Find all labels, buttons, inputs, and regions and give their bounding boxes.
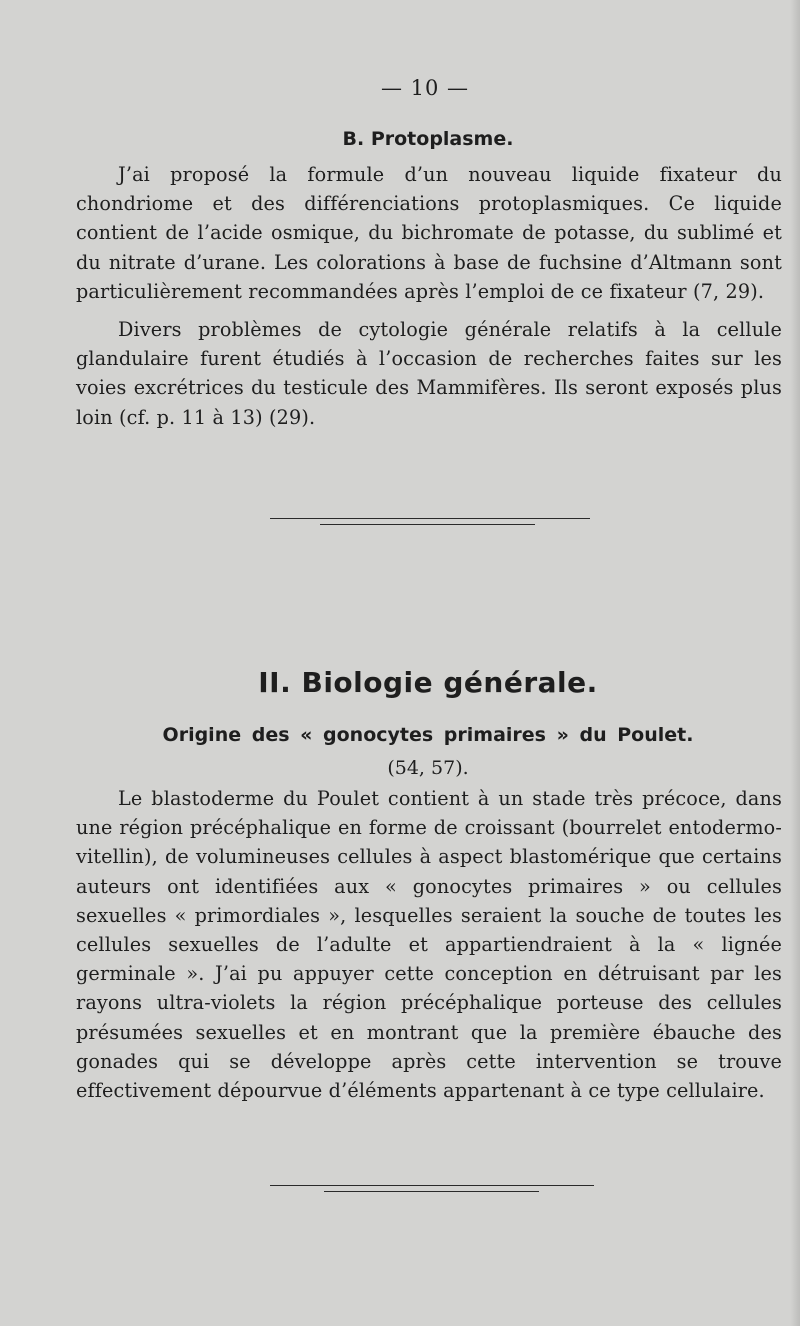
- paragraph-cytologie: Divers problèmes de cytologie générale relatifs à la cellule glandulaire furent étudiés à l’occasion de recherches faites sur les voies excrétrices du testicule des Mammifères. Ils seront exposés plus loin (cf. p. 11 à 13) (29).: [76, 318, 782, 429]
- page-edge-shadow: [790, 0, 800, 1326]
- page-number: — 10 —: [380, 76, 470, 100]
- section-divider-rule: [270, 518, 590, 519]
- reference-numbers: (54, 57).: [387, 757, 469, 779]
- section-heading-protoplasme: B. Protoplasme.: [342, 128, 514, 150]
- end-divider-rule: [270, 1185, 594, 1186]
- paragraph-fixateur: J’ai proposé la formule d’un nouveau liquide fixateur du chondriome et des différenciations protoplasmiques. Ce liquide contient de l’acide osmique, du bichromate de potasse, du sublimé et du nitrate d’urane. Les colorations à base de fuchsine d’Altmann sont particulièrement recommandées après l’emploi de ce fixateur (7, 29).: [76, 163, 782, 303]
- section-divider-rule: [320, 524, 535, 525]
- subheading-gonocytes: Origine des « gonocytes primaires » du Poulet.: [162, 724, 694, 746]
- paragraph-blastoderme: Le blastoderme du Poulet contient à un stade très précoce, dans une région précéphalique en forme de croissant (bourrelet entodermo-vitellin), de volumineuses cellules à aspect blastomérique que certains auteurs ont identifiées aux « gonocytes primaires » ou cellules sexuelles « primordiales », lesquelles seraient la souche de toutes les cellules sexuelles de l’adulte et appartiendraient à la « lignée germinale ». J’ai pu appuyer cette conception en détruisant par les rayons ultra-violets la région précéphalique porteuse des cellules présumées sexuelles et en montrant que la première ébauche des gonades qui se développe après cette intervention se trouve effectivement dépourvue d’éléments appartenant à ce type cellulaire.: [76, 787, 782, 1103]
- chapter-heading-biologie-generale: II. Biologie générale.: [258, 666, 598, 699]
- end-divider-rule: [324, 1191, 539, 1192]
